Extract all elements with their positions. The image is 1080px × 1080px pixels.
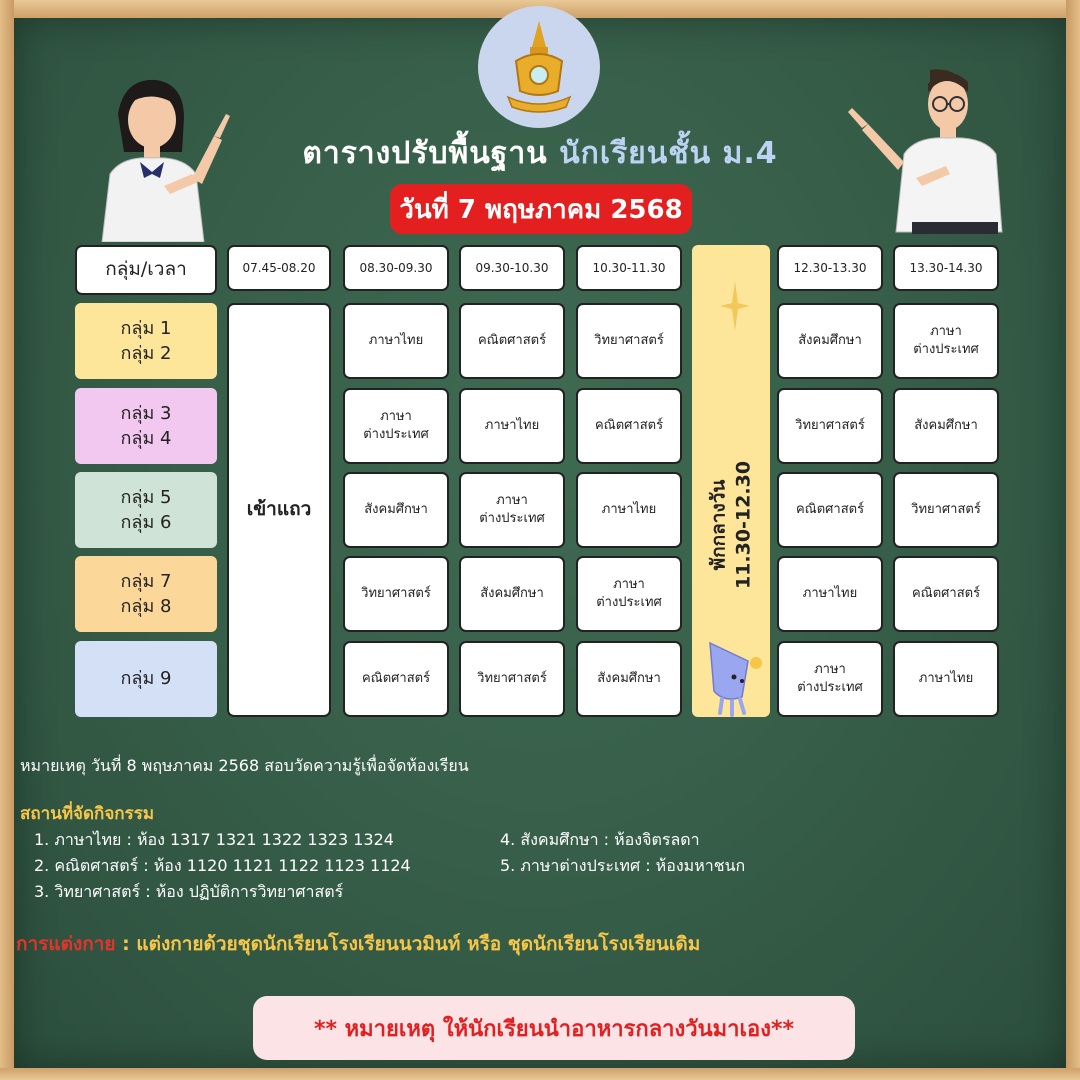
assembly-cell: เข้าแถว [227, 303, 331, 717]
group-line: กลุ่ม 6 [120, 512, 172, 533]
dress-code-text: : แต่งกายด้วยชุดนักเรียนโรงเรียนนวมินท์ หรือ ชุดนักเรียนโรงเรียนเดิม [115, 933, 701, 955]
subject-cell: ภาษาไทย [777, 556, 883, 632]
exam-note: หมายเหตุ วันที่ 8 พฤษภาคม 2568 สอบวัดความรู้เพื่อจัดห้องเรียน [20, 756, 469, 775]
venue-item-1: 1. ภาษาไทย : ห้อง 1317 1321 1322 1323 1324 [34, 830, 394, 849]
group-line: กลุ่ม 9 [120, 668, 172, 690]
subject-cell: ภาษาไทย [459, 388, 565, 464]
subject-cell: สังคมศึกษา [343, 472, 449, 548]
corner-header: กลุ่ม/เวลา [75, 245, 217, 295]
venue-item-2: 2. คณิตศาสตร์ : ห้อง 1120 1121 1122 1123 1124 [34, 856, 411, 875]
subject-cell: ภาษา ต่างประเทศ [343, 388, 449, 464]
subject-cell: ภาษาไทย [343, 303, 449, 379]
group-line: กลุ่ม 7 [120, 570, 172, 592]
dress-code-label: การแต่งกาย [16, 933, 116, 955]
lunch-reminder-note: ** หมายเหตุ ให้นักเรียนนำอาหารกลางวันมาเอง** [253, 996, 855, 1060]
subject-cell: ภาษา ต่างประเทศ [576, 556, 682, 632]
time-header-4: 10.30-11.30 [576, 245, 682, 291]
venue-item-4: 4. สังคมศึกษา : ห้องจิตรลดา [500, 830, 700, 849]
title-main: ตารางปรับพื้นฐาน [302, 136, 548, 171]
group-line: กลุ่ม 1 [120, 317, 172, 339]
sparkle-icon [720, 281, 750, 331]
group-label-4 [75, 556, 217, 632]
group-line: กลุ่ม 4 [120, 428, 172, 449]
subject-cell: วิทยาศาสตร์ [459, 641, 565, 717]
male-student-illustration [846, 62, 1006, 240]
crown-emblem-icon [494, 17, 584, 117]
subject-cell: ภาษา ต่างประเทศ [893, 303, 999, 379]
subject-cell: ภาษาไทย [576, 472, 682, 548]
date-badge: วันที่ 7 พฤษภาคม 2568 [390, 184, 692, 234]
group-line: กลุ่ม 2 [120, 343, 172, 364]
venue-item-5: 5. ภาษาต่างประเทศ : ห้องมหาชนก [500, 856, 746, 875]
time-header-1: 07.45-08.20 [227, 245, 331, 291]
group-label-2 [75, 388, 217, 464]
subject-cell: สังคมศึกษา [459, 556, 565, 632]
female-student-illustration [88, 74, 238, 242]
subject-cell: คณิตศาสตร์ [459, 303, 565, 379]
group-label-3 [75, 472, 217, 548]
subject-cell: ภาษา ต่างประเทศ [459, 472, 565, 548]
subject-cell: ภาษาไทย [893, 641, 999, 717]
time-header-6: 13.30-14.30 [893, 245, 999, 291]
school-logo [478, 6, 600, 128]
subject-cell: คณิตศาสตร์ [343, 641, 449, 717]
subject-cell: วิทยาศาสตร์ [777, 388, 883, 464]
subject-cell: คณิตศาสตร์ [893, 556, 999, 632]
subject-cell: ภาษา ต่างประเทศ [777, 641, 883, 717]
time-header-2: 08.30-09.30 [343, 245, 449, 291]
subject-cell: สังคมศึกษา [576, 641, 682, 717]
venue-title: สถานที่จัดกิจกรรม [20, 804, 155, 824]
subject-cell: คณิตศาสตร์ [576, 388, 682, 464]
lunch-title: พักกลางวัน [707, 479, 730, 571]
lunch-label [706, 345, 755, 705]
subject-cell: วิทยาศาสตร์ [343, 556, 449, 632]
time-header-5: 12.30-13.30 [777, 245, 883, 291]
dress-code [16, 929, 700, 959]
group-line: กลุ่ม 8 [120, 596, 172, 617]
subject-cell: วิทยาศาสตร์ [893, 472, 999, 548]
subject-cell: คณิตศาสตร์ [777, 472, 883, 548]
subject-cell: วิทยาศาสตร์ [576, 303, 682, 379]
subject-cell: สังคมศึกษา [777, 303, 883, 379]
subject-cell: สังคมศึกษา [893, 388, 999, 464]
group-label-5 [75, 641, 217, 717]
group-line: กลุ่ม 3 [120, 402, 172, 424]
frame-bottom [0, 1068, 1080, 1080]
time-header-3: 09.30-10.30 [459, 245, 565, 291]
group-label-1 [75, 303, 217, 379]
group-line: กลุ่ม 5 [120, 486, 172, 508]
title-accent: นักเรียนชั้น ม.4 [559, 136, 778, 171]
venue-item-3: 3. วิทยาศาสตร์ : ห้อง ปฏิบัติการวิทยาศาสตร์ [34, 882, 344, 901]
lunch-time: 11.30-12.30 [732, 460, 754, 590]
